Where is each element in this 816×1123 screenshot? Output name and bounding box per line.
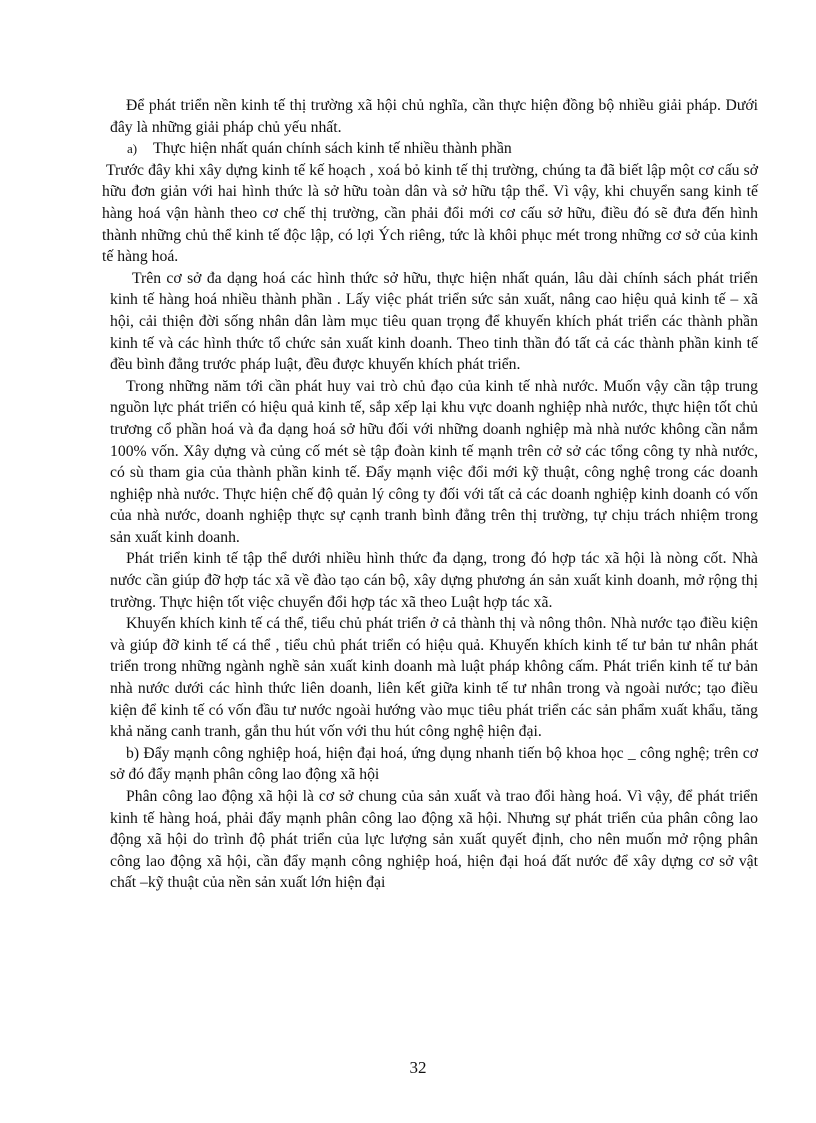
section-heading-b: b) Đẩy mạnh công nghiệp hoá, hiện đại hoá, ứng dụng nhanh tiến bộ khoa học _ công nghệ; trên cơ sở đó đẩy mạnh phân công lao động xã hội	[110, 744, 758, 784]
heading-a-text: Thực hiện nhất quán chính sách kinh tế nhiều thành phần	[153, 140, 512, 158]
paragraph-1: Trước đây khi xây dựng kinh tế kế hoạch , xoá bỏ kinh tế thị trường, chúng ta đã biết lập một cơ cấu sở hữu đơn giản với hai hình thức là sở hữu toàn dân và sở hữu tập thể. Vì vậy, khi chuyển sang kinh tế hàng hoá vận hành theo cơ chế thị trường, cần phải đổi mới cơ cấu sở hữu, điều đó sẽ đưa đến hình thành những chủ thể kinh tế độc lập, có lợi Ých riêng, tức là khôi phục mét trong những cơ sở của kinh tế hàng hoá.	[102, 161, 758, 266]
paragraph-5: Khuyến khích kinh tế cá thể, tiểu chủ phát triển ở cả thành thị và nông thôn. Nhà nước tạo điều kiện và giúp đỡ kinh tế cá thể , tiểu chủ phát triển có hiệu quả. Khuyến khích kinh tế tư bản tư nhân phát triển trong những ngành nghề sản xuất kinh doanh mà luật pháp không cấm. Phát triển kinh tế tư bản nhà nước dưới các hình thức liên doanh, liên kết giữa kinh tế tư nhân trong và ngoài nước; tạo điều kiện để kinh tế có vốn đầu tư nước ngoài hướng vào mục tiêu phát triển các sản phẩm xuất khẩu, tăng khả năng canh tranh, gắn thu hút vốn với thu hút công nghệ hiện đại.	[110, 615, 758, 741]
paragraph-3: Trong những năm tới cần phát huy vai trò chủ đạo của kinh tế nhà nước. Muốn vậy cần tập trung nguồn lực phát triển có hiệu quả kinh tế, sắp xếp lại khu vực doanh nghiệp nhà nước, thực hiện tốt chủ trương cổ phần hoá và đa dạng hoá sở hữu đối với những doanh nghiệp mà nhà nước không cần nắm 100% vốn. Xây dựng và củng cố mét sè tập đoàn kinh tế mạnh trên cở sở các tổng công ty nhà nước, có sù tham gia của thành phần kinh tế. Đẩy mạnh việc đổi mới kỹ thuật, công nghệ trong các doanh nghiệp nhà nước. Thực hiện chế độ quản lý công ty đối với tất cả các doanh nghiệp kinh doanh có vốn của nhà nước, doanh nghiệp thực sự cạnh tranh bình đẳng trên thị trường, tự chịu trách nhiệm trong sản xuất kinh doanh.	[110, 377, 758, 546]
paragraph-6: Phân công lao động xã hội là cơ sở chung của sản xuất và trao đổi hàng hoá. Vì vậy, để phát triển kinh tế hàng hoá, phải đẩy mạnh phân công lao động xã hội. Nhưng sự phát triển của phân công lao động xã hội do trình độ phát triển của lực lượng sản xuất quyết định, cho nên muốn mở rộng phân công lao động xã hội, cần đẩy mạnh công nghiệp hoá, hiện đại hoá đất nước để xây dựng cơ sở vật chất –kỹ thuật của nền sản xuất lớn hiện đại	[110, 788, 758, 892]
section-heading-a	[110, 138, 758, 160]
body-text	[102, 95, 758, 894]
page-number: 32	[409, 1058, 427, 1077]
paragraph-2: Trên cơ sở đa dạng hoá các hình thức sở hữu, thực hiện nhất quán, lâu dài chính sách phát triển kinh tế hàng hoá nhiều thành phần . Lấy việc phát triển sức sản xuất, nâng cao hiệu quả kinh tế – xã hội, cải thiện đời sống nhân dân làm mục tiêu quan trọng để khuyến khích phát triển các thành phần kinh tế và các hình thức tổ chức sản xuất kinh doanh. Theo tinh thần đó tất cả các thành phần kinh tế đều bình đẳng trước pháp luật, đều được khuyến khích phát triển.	[110, 269, 758, 374]
paragraph-intro: Để phát triển nền kinh tế thị trường xã hội chủ nghĩa, cần thực hiện đồng bộ nhiều giải pháp. Dưới đây là những giải pháp chủ yếu nhất.	[110, 97, 758, 136]
paragraph-4: Phát triển kinh tế tập thể dưới nhiều hình thức đa dạng, trong đó hợp tác xã hội là nòng cốt. Nhà nước cần giúp đỡ hợp tác xã về đào tạo cán bộ, xây dựng phương án sản xuất kinh doanh, mở rộng thị trường. Thực hiện tốt việc chuyển đổi hợp tác xã theo Luật hợp tác xã.	[110, 550, 758, 611]
heading-a-marker: a)	[127, 141, 138, 157]
